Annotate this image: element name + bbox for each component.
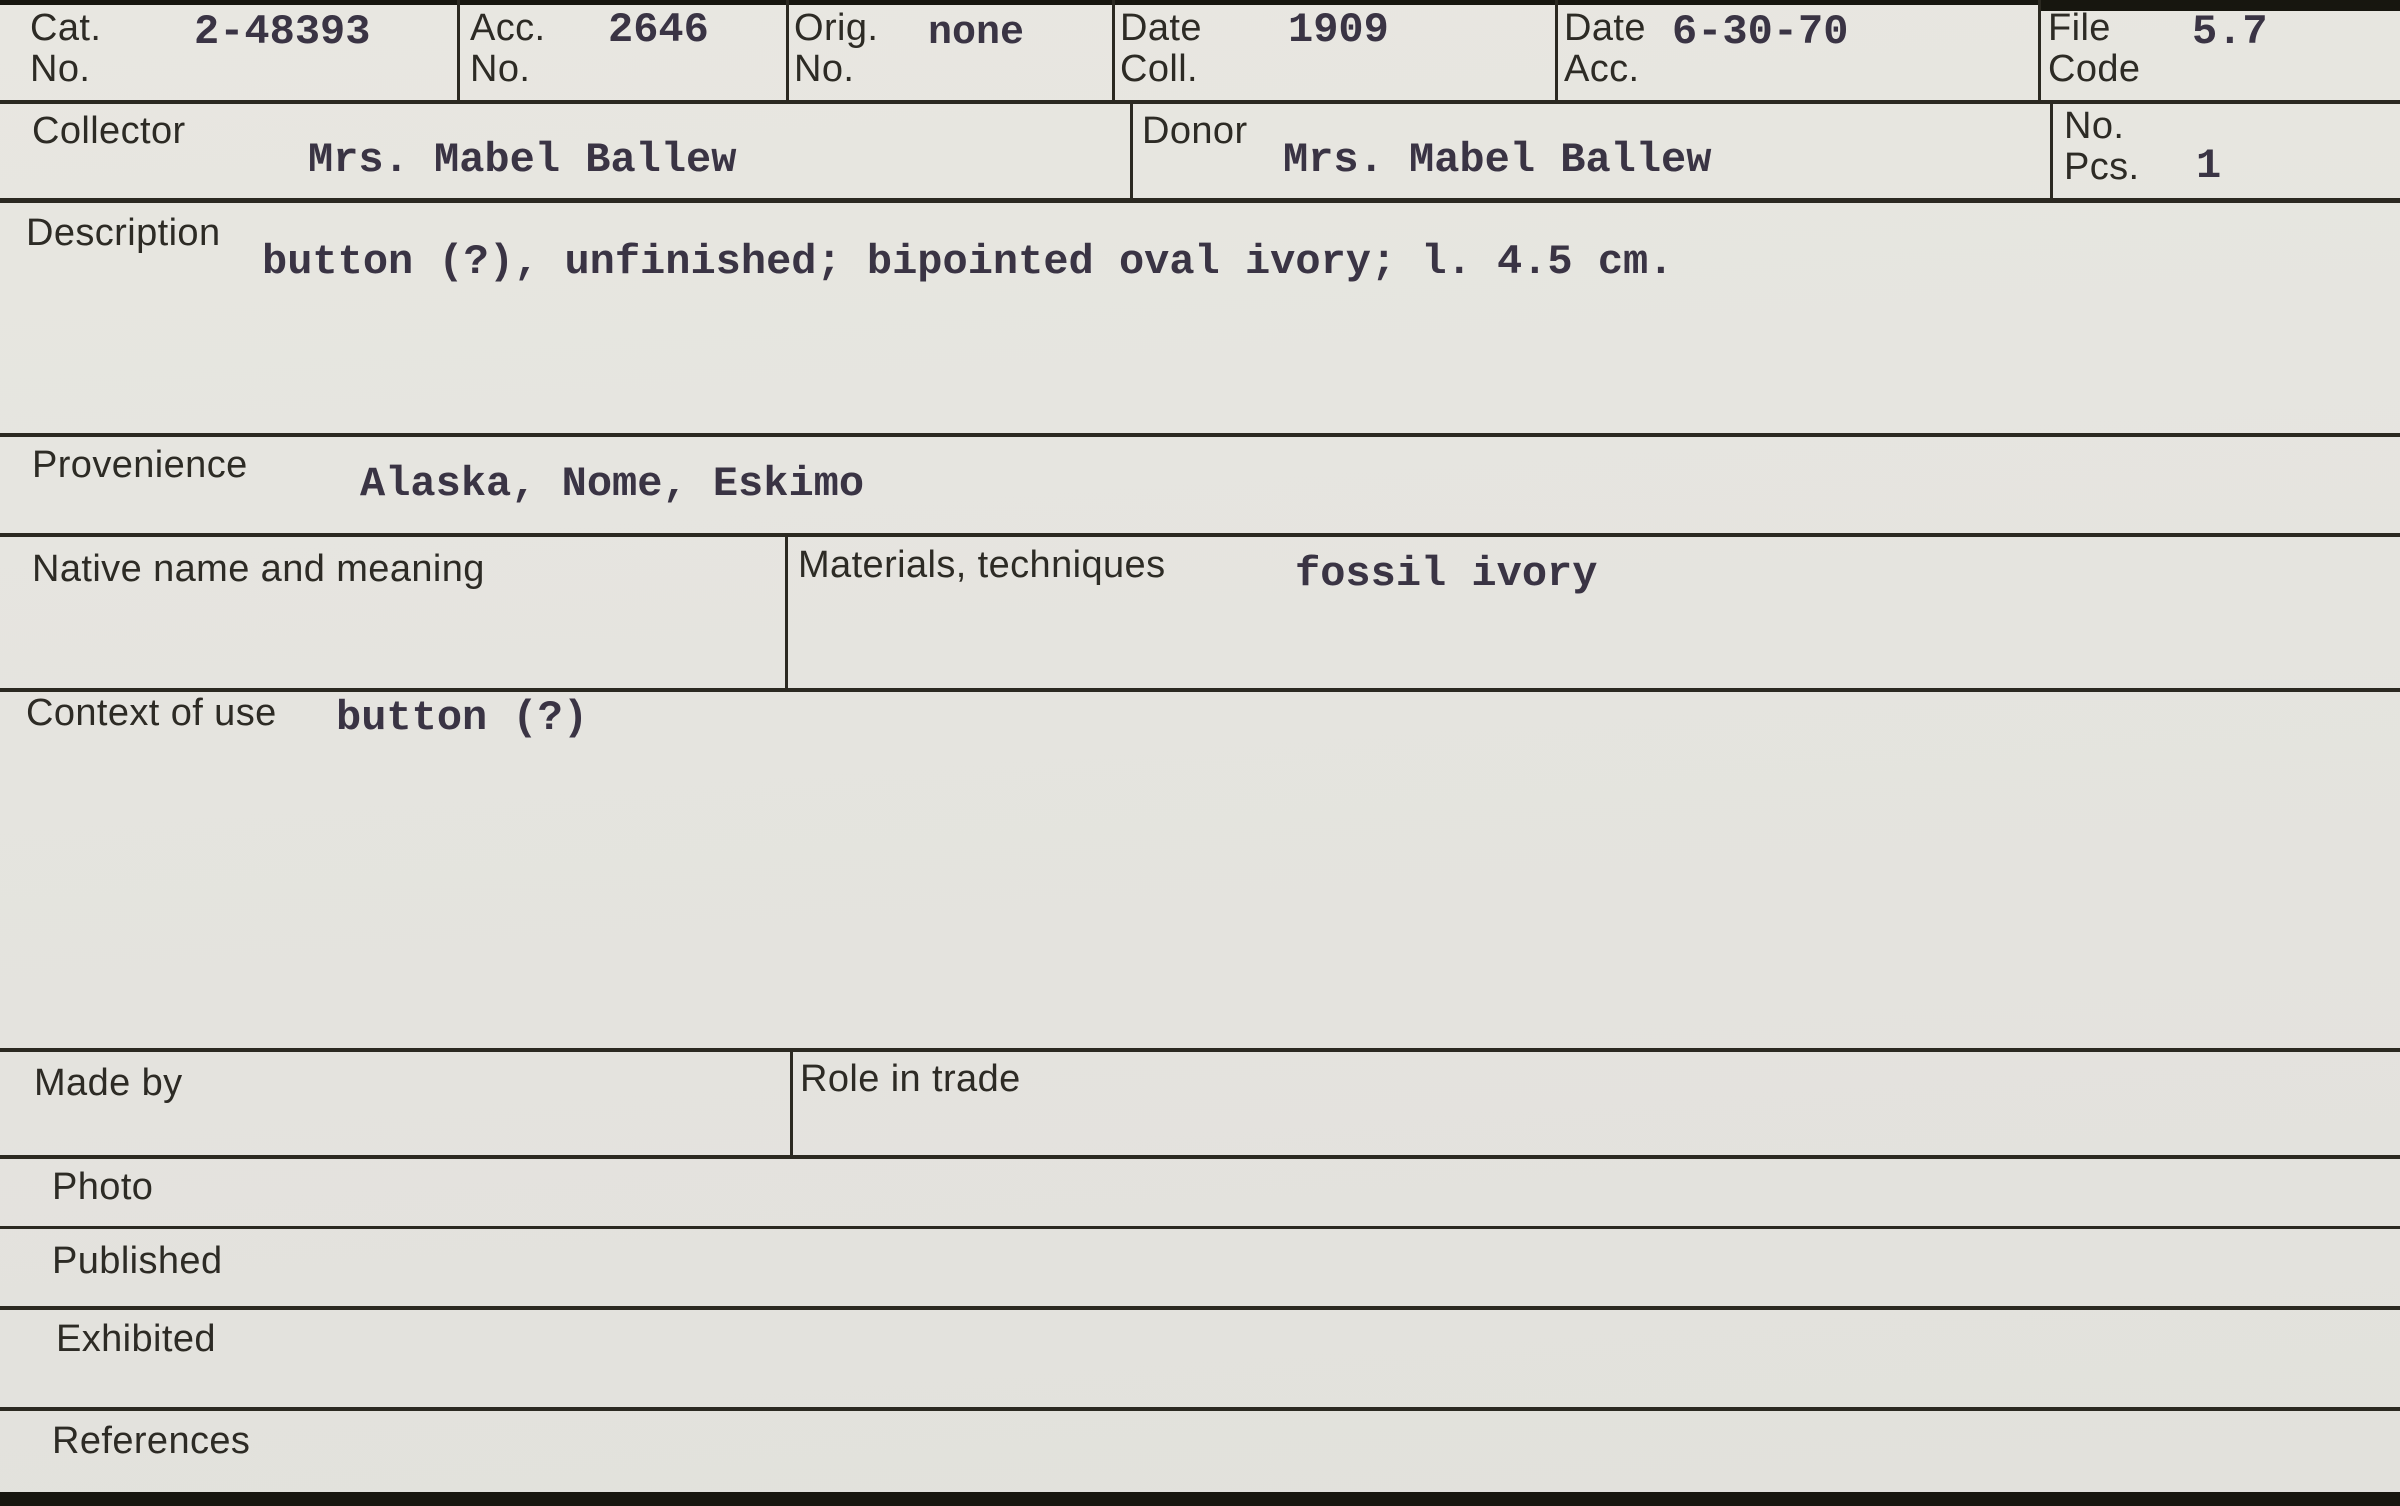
date-coll-label-line1: Date xyxy=(1120,7,1202,49)
rule-below-context xyxy=(0,1048,2400,1052)
date-coll-label-line2: Coll. xyxy=(1120,48,1199,90)
file-code-label xyxy=(2048,8,2140,90)
materials-label: Materials, techniques xyxy=(798,544,1166,586)
no-pcs-label xyxy=(2064,106,2140,188)
published-label: Published xyxy=(52,1240,223,1282)
provenience-label: Provenience xyxy=(32,444,248,486)
rule-below-exhibited xyxy=(0,1407,2400,1411)
rule-below-description xyxy=(0,433,2400,437)
rule-below-made-by xyxy=(0,1155,2400,1159)
context-of-use-label: Context of use xyxy=(26,692,277,734)
divider-collector-donor xyxy=(1130,100,1133,199)
date-acc-value: 6-30-70 xyxy=(1672,8,1849,56)
collector-value: Mrs. Mabel Ballew xyxy=(308,136,737,184)
references-label: References xyxy=(52,1420,251,1462)
orig-no-label xyxy=(794,8,878,90)
rule-below-header-row xyxy=(0,100,2400,104)
divider-cat-acc xyxy=(457,0,460,100)
date-acc-label-line2: Acc. xyxy=(1564,48,1640,90)
no-pcs-value: 1 xyxy=(2196,142,2222,190)
donor-value: Mrs. Mabel Ballew xyxy=(1283,136,1712,184)
acc-no-label-line2: No. xyxy=(470,48,531,90)
date-acc-label xyxy=(1564,8,1646,90)
context-of-use-value: button (?) xyxy=(336,694,589,742)
divider-madeby-role xyxy=(790,1048,793,1156)
file-code-label-line2: Code xyxy=(2048,48,2141,90)
file-code-value: 5.7 xyxy=(2192,8,2268,56)
divider-datecoll-dateacc xyxy=(1555,0,1558,100)
date-coll-label xyxy=(1120,8,1202,90)
description-label: Description xyxy=(26,212,221,254)
rule-below-native-materials xyxy=(0,688,2400,692)
divider-acc-orig xyxy=(786,0,789,100)
cat-no-label xyxy=(30,8,101,90)
cat-no-label-line1: Cat. xyxy=(30,7,102,49)
role-in-trade-label: Role in trade xyxy=(800,1058,1021,1100)
cat-no-label-line2: No. xyxy=(30,48,91,90)
rule-below-provenience xyxy=(0,533,2400,537)
date-acc-label-line1: Date xyxy=(1564,7,1646,49)
exhibited-label: Exhibited xyxy=(56,1318,216,1360)
rule-below-collector-row xyxy=(0,198,2400,203)
acc-no-label xyxy=(470,8,546,90)
photo-label: Photo xyxy=(52,1166,154,1208)
file-code-label-line1: File xyxy=(2048,7,2111,49)
orig-no-label-line1: Orig. xyxy=(794,7,879,49)
divider-dateacc-filecode xyxy=(2038,0,2041,100)
rule-below-published xyxy=(0,1306,2400,1310)
rule-below-photo xyxy=(0,1226,2400,1229)
no-pcs-label-line1: No. xyxy=(2064,105,2125,147)
scan-edge-bottom xyxy=(0,1492,2400,1506)
divider-orig-datecoll xyxy=(1112,0,1115,100)
description-value: button (?), unfinished; bipointed oval ivory; l. 4.5 cm. xyxy=(262,238,1674,286)
no-pcs-label-line2: Pcs. xyxy=(2064,146,2140,188)
acc-no-label-line1: Acc. xyxy=(470,7,546,49)
made-by-label: Made by xyxy=(34,1062,183,1104)
materials-value: fossil ivory xyxy=(1295,550,1598,598)
divider-donor-pcs xyxy=(2050,100,2053,199)
cat-no-value: 2-48393 xyxy=(194,8,371,56)
divider-native-materials xyxy=(785,533,788,689)
orig-no-label-line2: No. xyxy=(794,48,855,90)
provenience-value: Alaska, Nome, Eskimo xyxy=(360,460,865,508)
native-name-label: Native name and meaning xyxy=(32,548,485,590)
collector-label: Collector xyxy=(32,110,186,152)
date-coll-value: 1909 xyxy=(1288,6,1389,54)
acc-no-value: 2646 xyxy=(608,6,709,54)
orig-no-value: none xyxy=(928,11,1025,56)
donor-label: Donor xyxy=(1142,110,1248,152)
